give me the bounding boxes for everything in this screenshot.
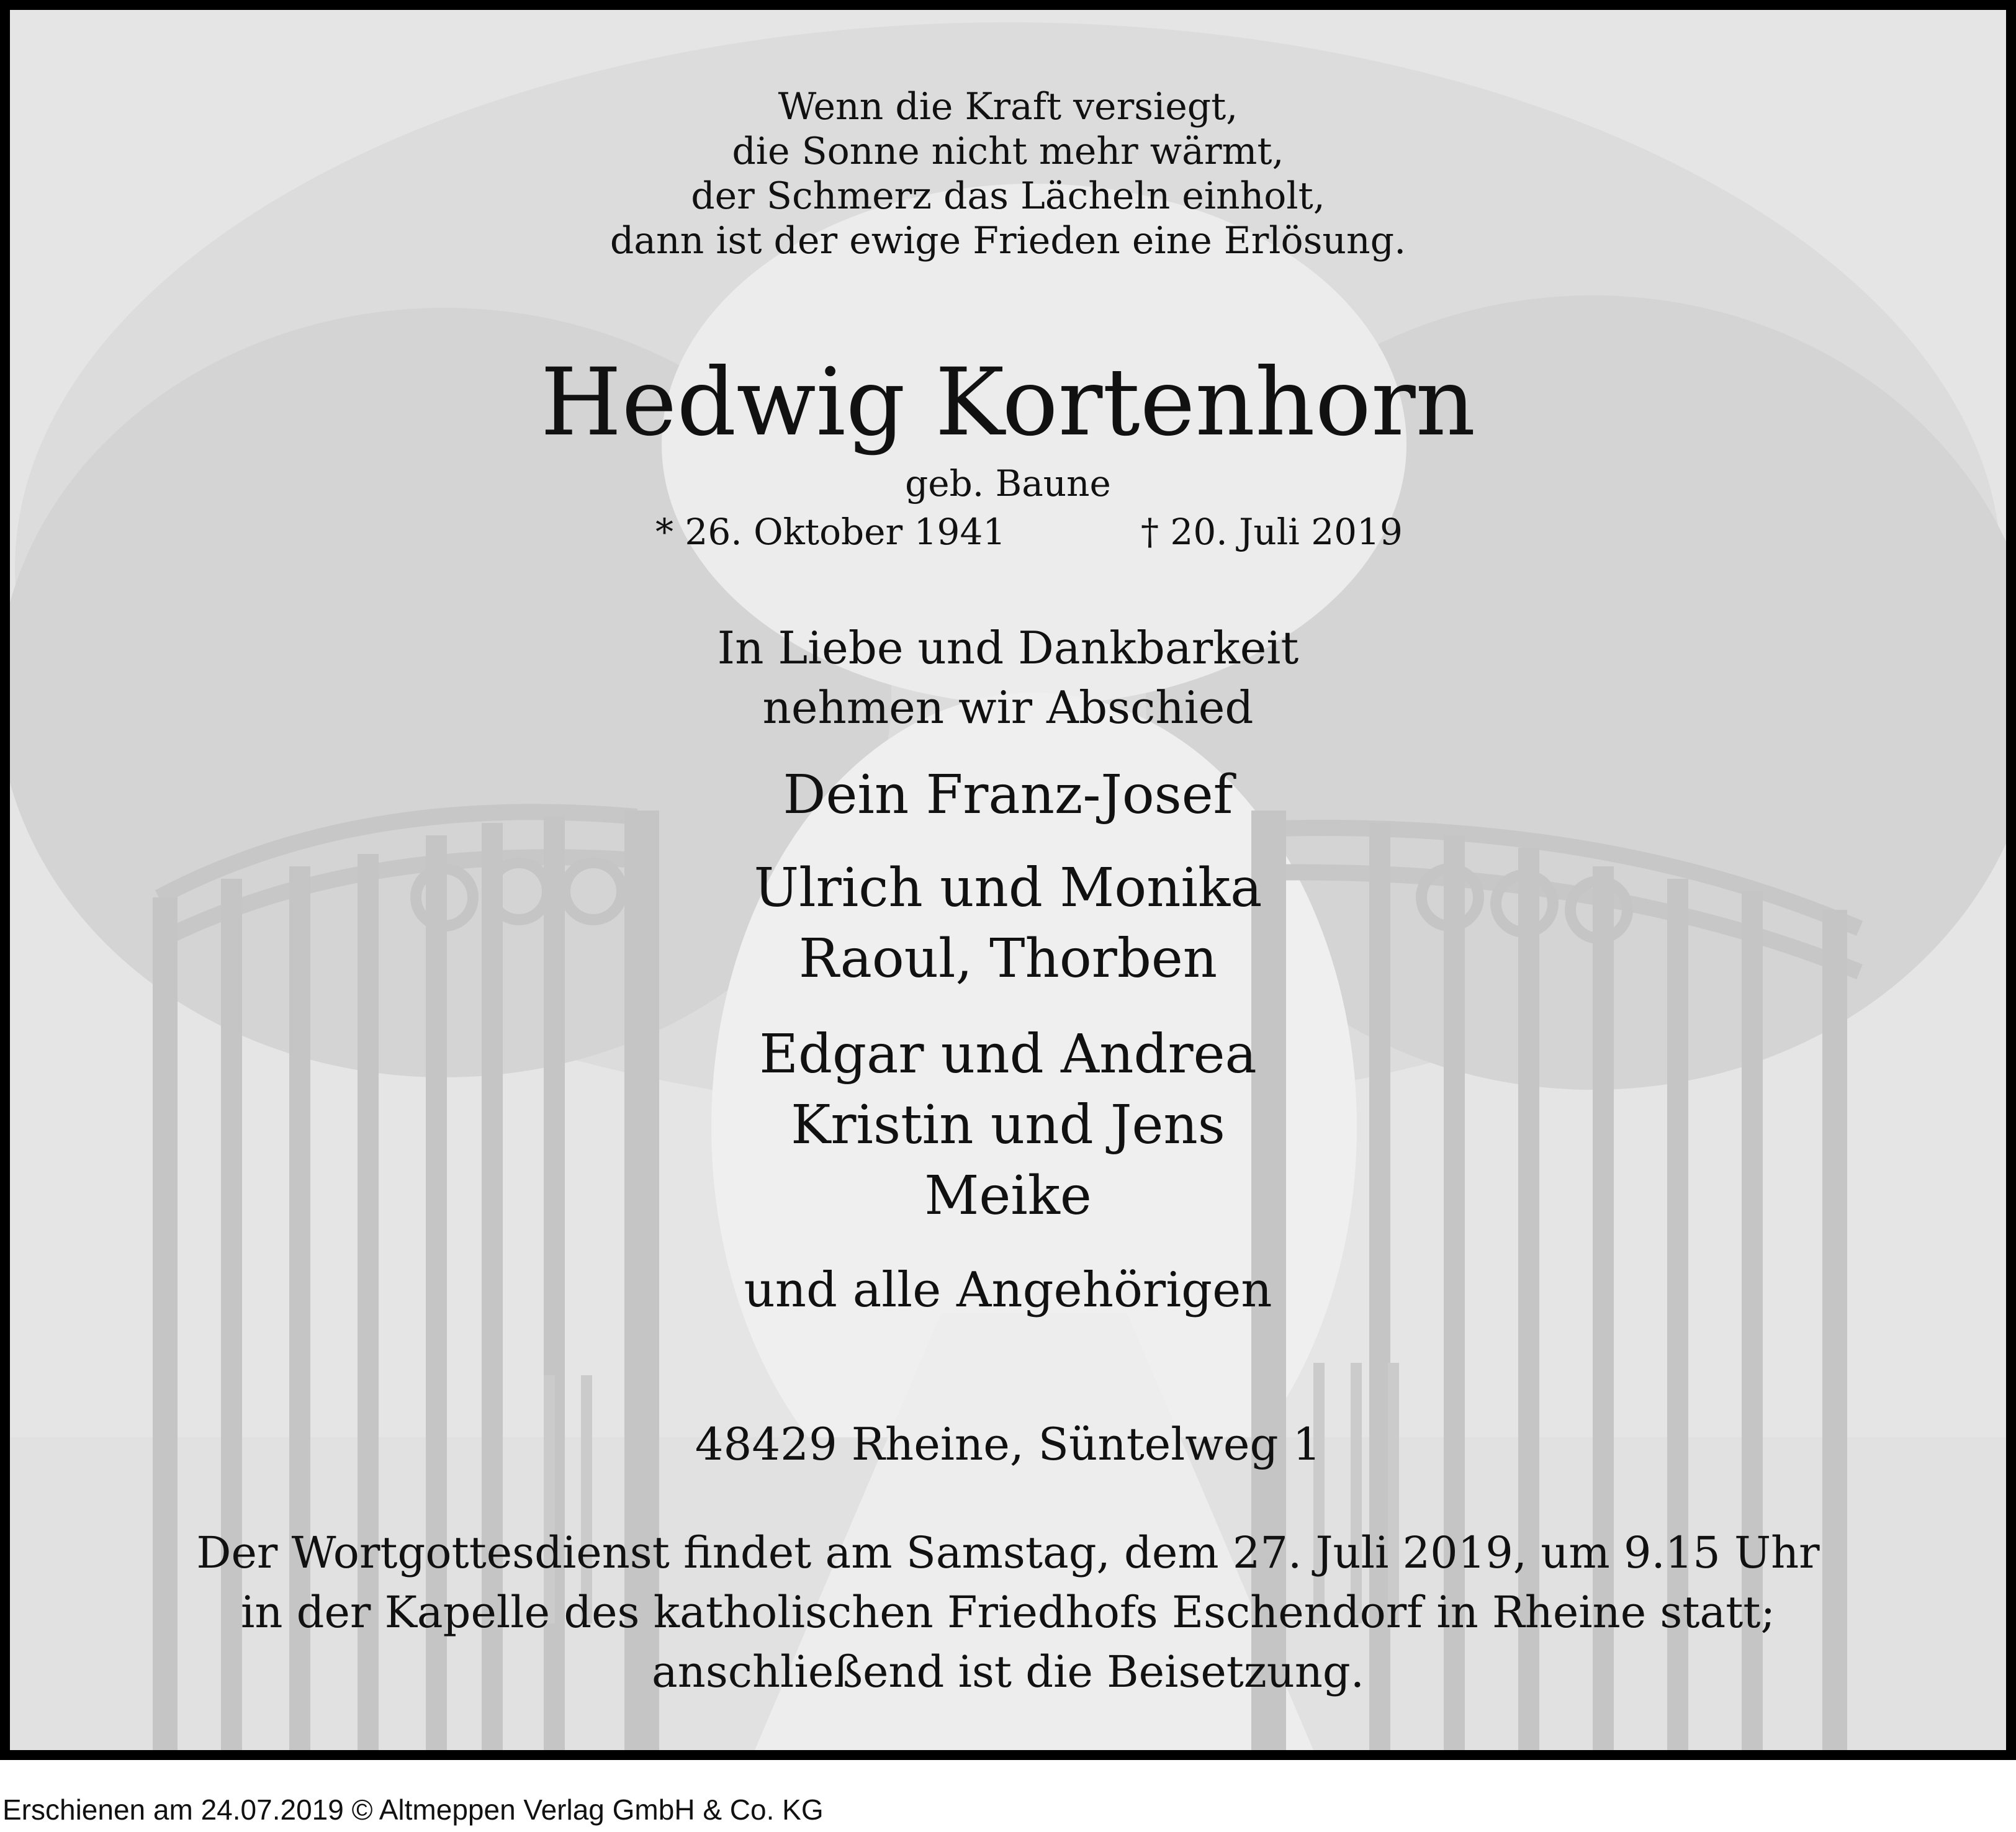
mourner-name: Dein Franz-Josef	[783, 764, 1233, 826]
mourner-name: und alle Angehörigen	[744, 1262, 1272, 1318]
service-line: anschließend ist die Beisetzung.	[652, 1646, 1364, 1697]
death-date: † 20. Juli 2019	[1141, 511, 1403, 553]
mourner-group	[10, 760, 2006, 830]
mourner-group	[10, 853, 2006, 994]
mourner-group	[10, 1019, 2006, 1231]
publication-credit: Erschienen am 24.07.2019 © Altmeppen Verlag GmbH & Co. KG	[2, 1794, 824, 1826]
farewell-line: nehmen wir Abschied	[762, 681, 1254, 734]
poem-line: die Sonne nicht mehr wärmt,	[732, 130, 1284, 173]
notice-text	[10, 10, 2006, 1750]
poem-line: der Schmerz das Lächeln einholt,	[691, 174, 1325, 218]
address: 48429 Rheine, Süntelweg 1	[695, 1418, 1321, 1470]
mourner-name: Meike	[924, 1165, 1092, 1227]
mourner-name: Ulrich und Monika	[754, 857, 1262, 919]
service-line: Der Wortgottesdienst findet am Samstag, dem 27. Juli 2019, um 9.15 Uhr	[196, 1527, 1820, 1578]
service-line: in der Kapelle des katholischen Friedhofs Eschendorf in Rheine statt;	[240, 1587, 1776, 1638]
mourner-group	[10, 1255, 2006, 1326]
farewell-line: In Liebe und Dankbarkeit	[717, 622, 1299, 674]
poem-line: Wenn die Kraft versiegt,	[778, 85, 1238, 128]
poem	[10, 84, 2006, 263]
mourner-name: Raoul, Thorben	[798, 928, 1218, 990]
birth-date: * 26. Oktober 1941	[655, 511, 1006, 553]
service-info	[10, 1523, 2006, 1702]
deceased-name: Hedwig Kortenhorn	[540, 349, 1476, 457]
farewell-text	[10, 618, 2006, 737]
mourner-name: Kristin und Jens	[791, 1094, 1225, 1156]
mourner-name: Edgar und Andrea	[759, 1023, 1257, 1085]
birth-name: geb. Baune	[905, 462, 1111, 505]
poem-line: dann ist der ewige Frieden eine Erlösung.	[610, 219, 1406, 263]
